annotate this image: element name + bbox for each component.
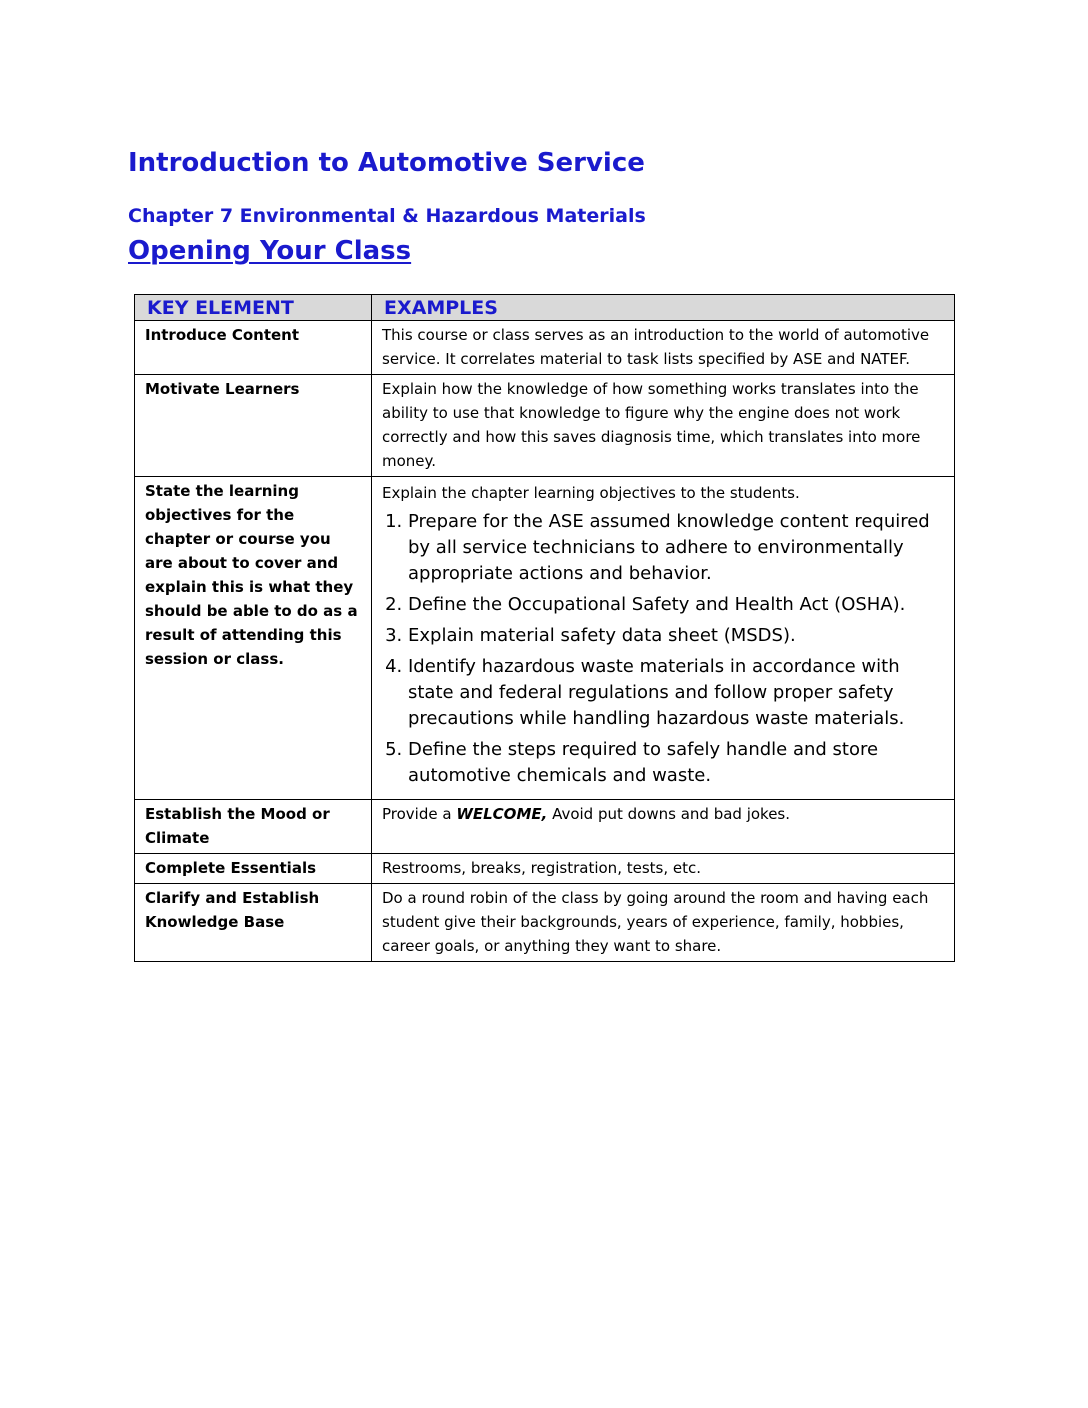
example-suffix: Avoid put downs and bad jokes. — [547, 805, 791, 823]
key-element-cell: Motivate Learners — [135, 375, 372, 477]
example-cell: This course or class serves as an introduction to the world of automotive service. It correlates material to task lists specified by ASE and NATEF. — [372, 321, 955, 375]
objective-item: 4. Identify hazardous waste materials in accordance with state and federal regulations and follow proper safety precautions while handling hazardous waste materials. — [408, 654, 946, 732]
objective-item: 1. Prepare for the ASE assumed knowledge content required by all service technicians to adhere to environmentally appropriate actions and behavior. — [408, 509, 946, 587]
table-row — [135, 375, 955, 477]
page-title: Introduction to Automotive Service — [128, 148, 645, 178]
example-cell: Restrooms, breaks, registration, tests, etc. — [372, 854, 955, 884]
table-row — [135, 854, 955, 884]
key-element-table — [134, 294, 955, 962]
objective-item: 3. Explain material safety data sheet (MSDS). — [408, 623, 946, 649]
objectives-list — [382, 509, 946, 796]
key-element-cell: Introduce Content — [135, 321, 372, 375]
table-row — [135, 477, 955, 800]
objectives-intro: Explain the chapter learning objectives to the students. — [382, 484, 800, 502]
table-row — [135, 321, 955, 375]
example-cell: Explain how the knowledge of how something works translates into the ability to use that knowledge to figure why the engine does not work correctly and how this saves diagnosis time, which translates into more money. — [372, 375, 955, 477]
example-prefix: Provide a — [382, 805, 457, 823]
objective-item: 5. Define the steps required to safely handle and store automotive chemicals and waste. — [408, 737, 946, 789]
table-row — [135, 884, 955, 962]
example-cell — [372, 800, 955, 854]
table-header-row — [135, 295, 955, 321]
column-header-examples: EXAMPLES — [372, 295, 955, 321]
key-element-cell: Establish the Mood or Climate — [135, 800, 372, 854]
welcome-emphasis: WELCOME, — [456, 805, 548, 823]
key-element-cell: Clarify and Establish Knowledge Base — [135, 884, 372, 962]
section-title: Opening Your Class — [128, 236, 412, 266]
key-element-cell: Complete Essentials — [135, 854, 372, 884]
example-cell: Do a round robin of the class by going around the room and having each student give their backgrounds, years of experience, family, hobbies, career goals, or anything they want to share. — [372, 884, 955, 962]
example-cell — [372, 477, 955, 800]
table-row — [135, 800, 955, 854]
key-element-cell: State the learning objectives for the chapter or course you are about to cover and explain this is what they should be able to do as a result of attending this session or class. — [135, 477, 372, 800]
column-header-key-element: KEY ELEMENT — [135, 295, 372, 321]
objective-item: 2. Define the Occupational Safety and Health Act (OSHA). — [408, 592, 946, 618]
chapter-title: Chapter 7 Environmental & Hazardous Materials — [128, 205, 646, 227]
